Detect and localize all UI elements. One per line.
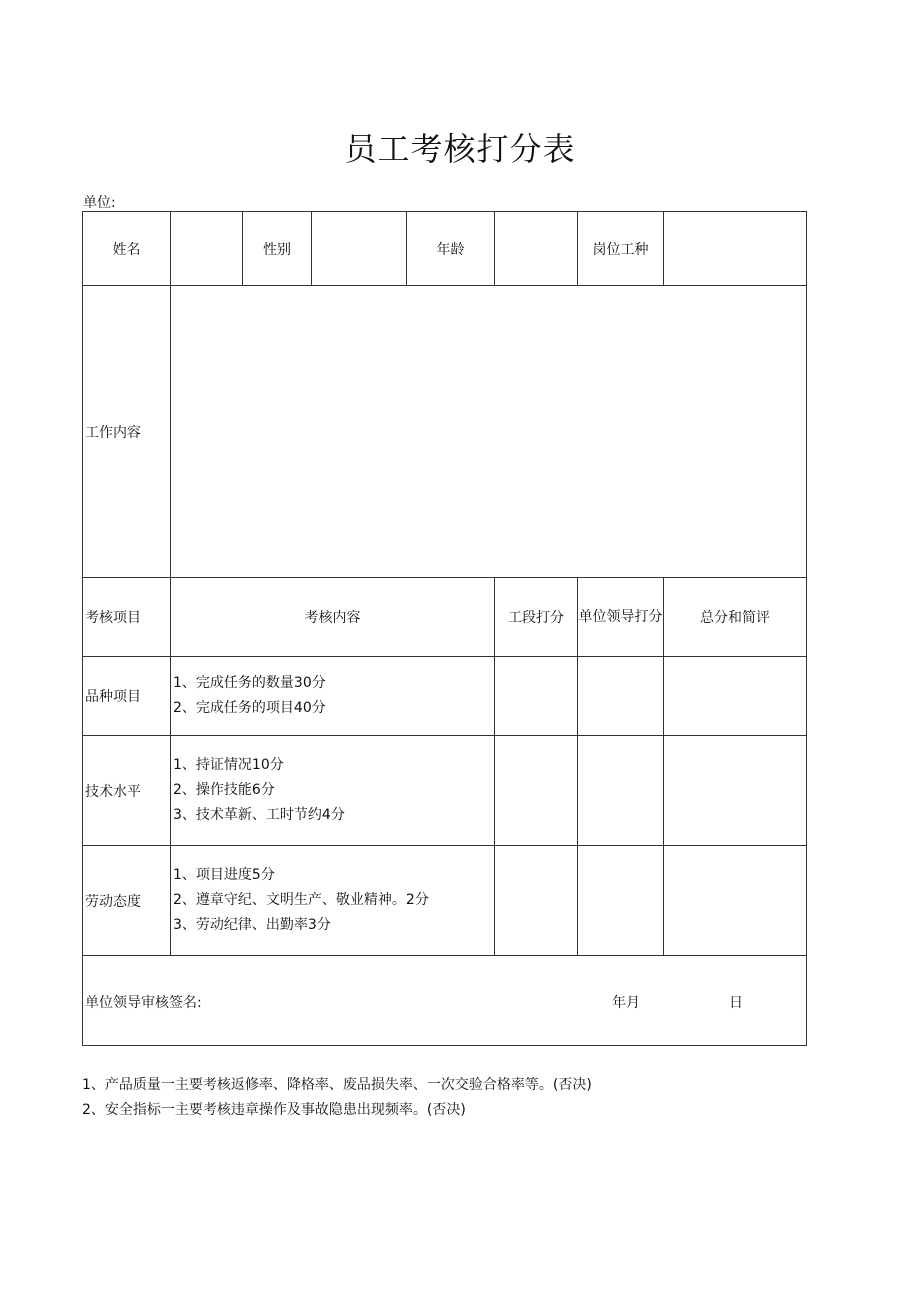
eval-content-cell: [171, 846, 495, 956]
age-label: 年龄: [407, 212, 495, 286]
eval-row-attitude: [83, 846, 807, 956]
unit-label: 单位:: [83, 195, 116, 211]
gender-label: 性别: [243, 212, 312, 286]
work-content-label: 工作内容: [83, 286, 171, 578]
eval-line: 3、劳动纪律、出勤率3分: [173, 917, 331, 933]
age-field[interactable]: [495, 212, 578, 286]
eval-line: 2、完成任务的项目40分: [173, 700, 326, 716]
basic-info-row: [83, 212, 807, 286]
leader-score-field[interactable]: [578, 736, 664, 846]
post-field[interactable]: [664, 212, 807, 286]
signature-day: 日: [729, 995, 743, 1011]
eval-line: 1、持证情况10分: [173, 757, 284, 773]
eval-row-variety: [83, 657, 807, 736]
leader-score-field[interactable]: [578, 846, 664, 956]
section-score-header: 工段打分: [495, 578, 578, 657]
signature-cell[interactable]: [83, 956, 807, 1046]
eval-line: 2、遵章守纪、文明生产、敬业精神。2分: [173, 892, 429, 908]
eval-line: 1、完成任务的数量30分: [173, 675, 326, 691]
eval-line: 1、项目进度5分: [173, 867, 275, 883]
eval-item-label: 品种项目: [83, 657, 171, 736]
footnote-quality: 1、产品质量一主要考核返修率、降格率、废品损失率、一次交验合格率等。(否决): [82, 1077, 592, 1093]
post-label: 岗位工种: [578, 212, 664, 286]
eval-item-label: 劳动态度: [83, 846, 171, 956]
page-title: 员工考核打分表: [344, 130, 576, 168]
section-score-field[interactable]: [495, 657, 578, 736]
signature-label: 单位领导审核签名:: [85, 995, 202, 1011]
eval-content-cell: [171, 657, 495, 736]
eval-content-header: 考核内容: [171, 578, 495, 657]
eval-content-cell: [171, 736, 495, 846]
evaluation-form-table: [82, 211, 807, 1046]
eval-line: 2、操作技能6分: [173, 782, 275, 798]
leader-score-field[interactable]: [578, 657, 664, 736]
eval-item-header: 考核项目: [83, 578, 171, 657]
work-content-row: [83, 286, 807, 578]
work-content-field[interactable]: [171, 286, 807, 578]
total-comment-field[interactable]: [664, 846, 807, 956]
signature-year-month: 年月: [612, 995, 640, 1011]
total-comment-header: 总分和简评: [664, 578, 807, 657]
total-comment-field[interactable]: [664, 657, 807, 736]
section-score-field[interactable]: [495, 846, 578, 956]
gender-field[interactable]: [312, 212, 407, 286]
footnote-safety: 2、安全指标一主要考核违章操作及事故隐患出现频率。(否决): [82, 1102, 466, 1118]
total-comment-field[interactable]: [664, 736, 807, 846]
eval-item-label: 技术水平: [83, 736, 171, 846]
section-score-field[interactable]: [495, 736, 578, 846]
signature-row: [83, 956, 807, 1046]
footnotes: [82, 1073, 592, 1123]
leader-score-header: 单位领导打分: [578, 578, 664, 657]
name-label: 姓名: [83, 212, 171, 286]
name-field[interactable]: [171, 212, 243, 286]
eval-line: 3、技术革新、工时节约4分: [173, 807, 345, 823]
eval-row-skill: [83, 736, 807, 846]
eval-header-row: [83, 578, 807, 657]
